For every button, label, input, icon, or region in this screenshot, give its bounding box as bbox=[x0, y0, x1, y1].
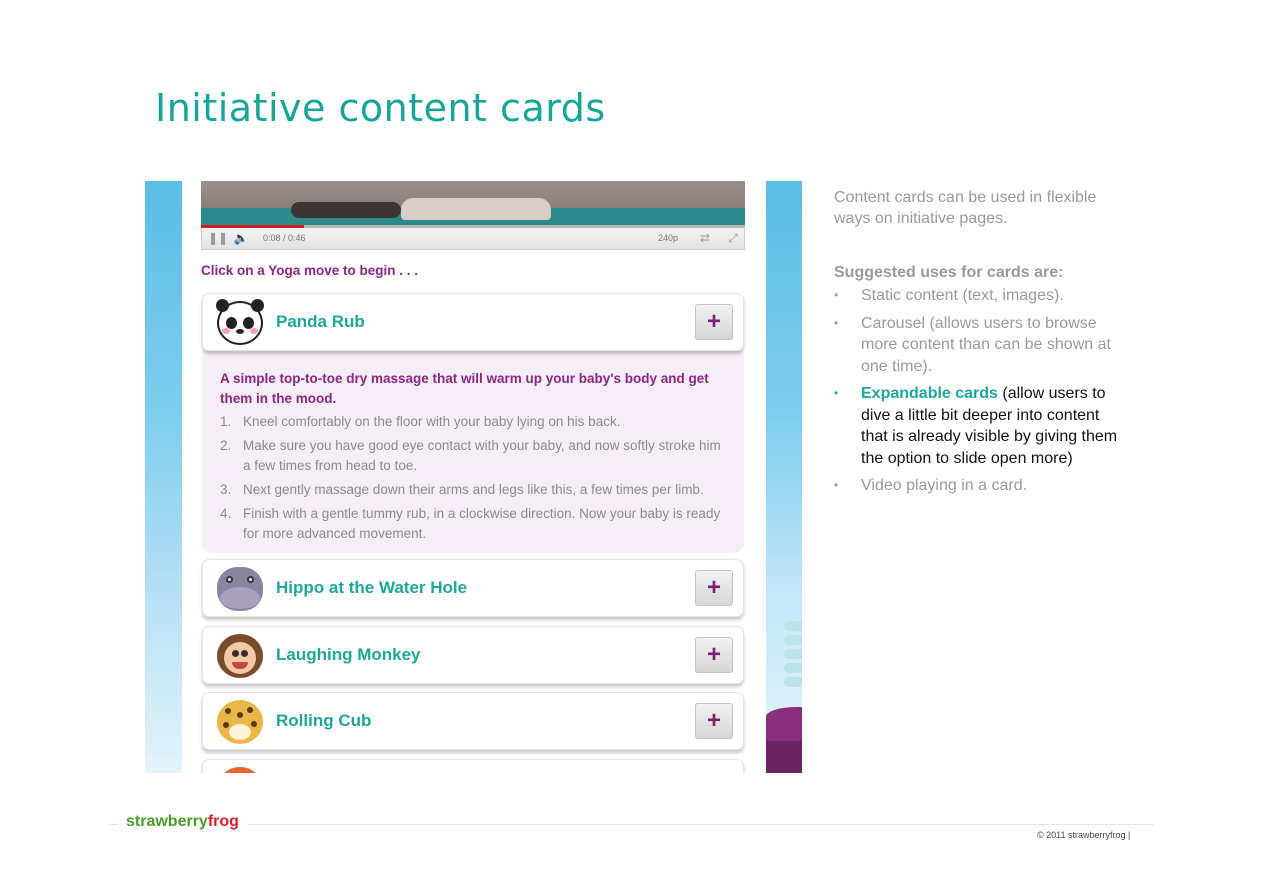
card-laughing-monkey[interactable] bbox=[202, 626, 744, 684]
card-title: Hippo at the Water Hole bbox=[276, 578, 468, 597]
quality-selector[interactable]: 240p bbox=[658, 233, 679, 243]
notes-list bbox=[834, 285, 1124, 497]
video-scene-baby bbox=[401, 198, 551, 220]
notes-intro: Content cards can be used in flexible ways on initiative pages. bbox=[834, 189, 1097, 227]
step-item: 1. Kneel comfortably on the floor with your baby lying on his back. bbox=[220, 414, 621, 429]
expand-button[interactable]: + bbox=[695, 570, 733, 606]
left-decor-strip bbox=[145, 181, 182, 773]
monkey-icon bbox=[217, 634, 263, 678]
instruction-prompt: Click on a Yoga move to begin . . . bbox=[201, 263, 419, 278]
video-time: 0:08 / 0:46 bbox=[263, 233, 306, 243]
footer-divider bbox=[108, 824, 1154, 825]
notes-column bbox=[834, 187, 1124, 503]
expanded-steps bbox=[220, 412, 730, 548]
expand-button[interactable]: + bbox=[695, 703, 733, 739]
bullet-icon: • bbox=[834, 315, 839, 330]
copyright-text: © 2011 strawberryfrog | bbox=[1037, 830, 1131, 840]
card-rolling-cub[interactable] bbox=[202, 692, 744, 750]
highlight-description: (allow users to dive a little bit deeper into content that is already visible by giving them the option to slide open more) bbox=[861, 385, 1118, 467]
expand-button[interactable]: + bbox=[695, 637, 733, 673]
page-content bbox=[201, 181, 745, 773]
decor-stone bbox=[784, 677, 802, 687]
card-title: Panda Rub bbox=[276, 312, 365, 331]
expand-button[interactable]: + bbox=[695, 304, 733, 340]
step-item: 2. Make sure you have good eye contact with your baby, and now softly stroke him a few times from head to toe. bbox=[220, 438, 721, 473]
fullscreen-icon[interactable]: ⤢ bbox=[728, 231, 738, 245]
app-screenshot-panel bbox=[145, 181, 802, 773]
decor-stone bbox=[784, 663, 802, 673]
notes-heading: Suggested uses for cards are: bbox=[834, 264, 1064, 281]
notes-item: • Carousel (allows users to browse more content than can be shown at one time). bbox=[834, 314, 1111, 375]
step-item: 4. Finish with a gentle tummy rub, in a clockwise direction. Now your baby is ready for more advanced movement. bbox=[220, 506, 721, 541]
brand-logo: strawberryfrog bbox=[118, 813, 247, 831]
slide-title: Initiative content cards bbox=[155, 86, 606, 130]
expanded-lead-text: A simple top-to-toe dry massage that will warm up your baby's body and get them in the mood. bbox=[220, 371, 709, 406]
step-item: 3. Next gently massage down their arms and legs like this, a few times per limb. bbox=[220, 482, 704, 497]
card-title: Rolling Cub bbox=[276, 711, 372, 730]
hippo-icon bbox=[217, 567, 263, 611]
video-controls bbox=[201, 228, 745, 250]
panda-icon bbox=[217, 301, 263, 345]
decor-stone bbox=[784, 649, 802, 659]
notes-item-highlight bbox=[834, 383, 1124, 469]
notes-item: • Static content (text, images). bbox=[834, 285, 1124, 307]
decor-stone bbox=[784, 635, 802, 645]
highlight-term: Expandable cards bbox=[861, 385, 998, 402]
tiger-icon bbox=[217, 767, 263, 773]
expanded-card-body bbox=[202, 351, 744, 553]
video-player[interactable] bbox=[201, 181, 745, 228]
card-title: Laughing Monkey bbox=[276, 645, 421, 664]
right-decor-strip bbox=[766, 181, 802, 773]
video-scene-person bbox=[291, 202, 401, 218]
notes-item: • Video playing in a card. bbox=[834, 475, 1124, 497]
cub-icon bbox=[217, 700, 263, 744]
card-partial[interactable] bbox=[202, 759, 744, 773]
decor-stone bbox=[784, 621, 802, 631]
pause-icon[interactable]: ❚❚ bbox=[208, 231, 229, 245]
decor-hill-dark bbox=[766, 741, 802, 773]
card-panda-rub[interactable] bbox=[202, 293, 744, 351]
card-hippo[interactable] bbox=[202, 559, 744, 617]
bullet-icon: • bbox=[834, 386, 839, 400]
popout-icon[interactable]: ⇄ bbox=[699, 231, 711, 245]
bullet-icon: • bbox=[834, 478, 839, 492]
bullet-icon: • bbox=[834, 288, 839, 302]
volume-icon[interactable]: 🔈 bbox=[233, 231, 249, 245]
